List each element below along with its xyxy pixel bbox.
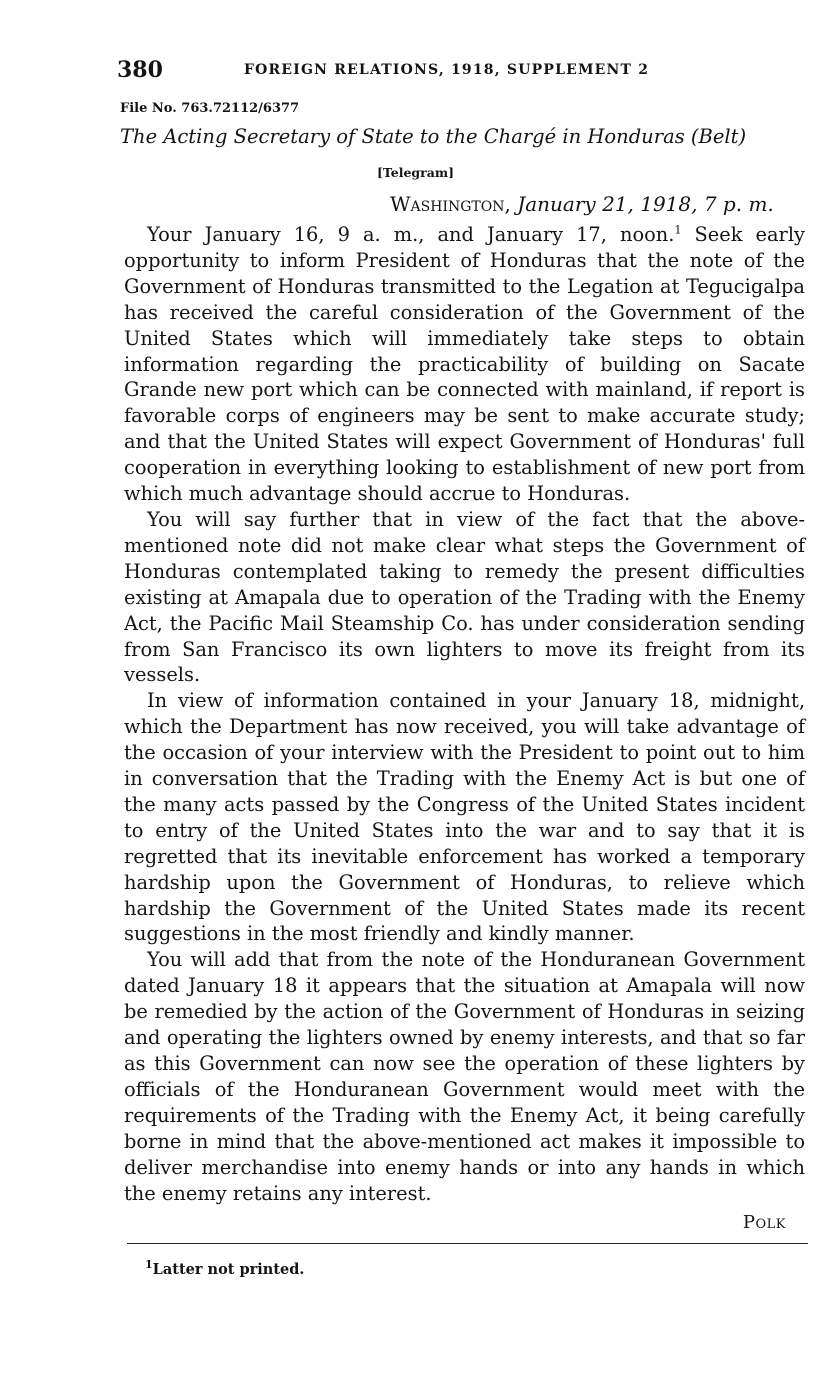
document-type: [Telegram]: [376, 165, 454, 180]
footnote: [145, 1258, 305, 1278]
paragraph-4: You will add that from the note of the Honduranean Government dated January 18 it appears that the situation at Amapala will now be remedied by the action of the Government of Honduras in seizing and operating the lighters owned by enemy interests, and that so far as this Government can now see the operation of these lighters by officials of the Honduranean Government would meet with the requirements of the Trading with the Enemy Act, it being carefully borne in mind that the above-mentioned act makes it impossible to deliver merchandise into enemy hands or into any hands in which the enemy retains any interest.: [124, 948, 805, 1205]
paragraph-1-rest: Seek early opportunity to inform President of Honduras that the note of the Government of Honduras transmitted to the Legation at Tegucigalpa has received the careful consideration of the Government of the United States which will immediately take steps to obtain information regarding the practicability of building on Sacate Grande new port which can be connected with mainland, if report is favorable corps of engineers may be sent to make accurate study; and that the United States will expect Government of Honduras' full cooperation in everything looking to establishment of new port from which much advantage should accrue to Honduras.: [124, 223, 805, 506]
paragraph-1: [124, 222, 805, 507]
document-title: The Acting Secretary of State to the Chargé in Honduras (Belt): [120, 125, 747, 148]
dateline: [390, 192, 774, 216]
page-number: 380: [117, 57, 163, 83]
signature: Polk: [742, 1212, 786, 1233]
footnote-marker: 1: [145, 1258, 153, 1272]
telegram-body: [124, 222, 805, 1206]
paragraph-2: You will say further that in view of the fact that the above-mentioned note did not make clear what steps the Government of Honduras contemplated taking to remedy the present difficulties existing at Amapala due to operation of the Trading with the Enemy Act, the Pacific Mail Steamship Co. has under consideration sending from San Francisco its own lighters to move its freight from its vessels.: [124, 507, 805, 687]
dateline-place: Washington,: [390, 192, 511, 216]
paragraph-3: In view of information contained in your January 18, midnight, which the Department has now received, you will take advantage of the occasion of your interview with the President to point out to him in conversation that the Trading with the Enemy Act is but one of the many acts passed by the Congress of the United States incident to entry of the United States into the war and to say that it is regretted that its inevitable enforcement has worked a temporary hardship upon the Government of Honduras, to relieve which hardship the Government of the United States made its recent suggestions in the most friendly and kindly manner.: [124, 689, 805, 946]
footnote-divider: [127, 1243, 808, 1244]
running-head: [117, 57, 807, 85]
dateline-date: January 21, 1918, 7 p. m.: [517, 192, 774, 216]
paragraph-1-start: Your January 16, 9 a. m., and January 17, noon.: [147, 223, 675, 246]
footnote-reference: 1: [674, 223, 682, 237]
footnote-text: Latter not printed.: [152, 1261, 305, 1278]
journal-title: FOREIGN RELATIONS, 1918, SUPPLEMENT 2: [244, 62, 650, 78]
file-number: File No. 763.72112/6377: [120, 101, 300, 116]
